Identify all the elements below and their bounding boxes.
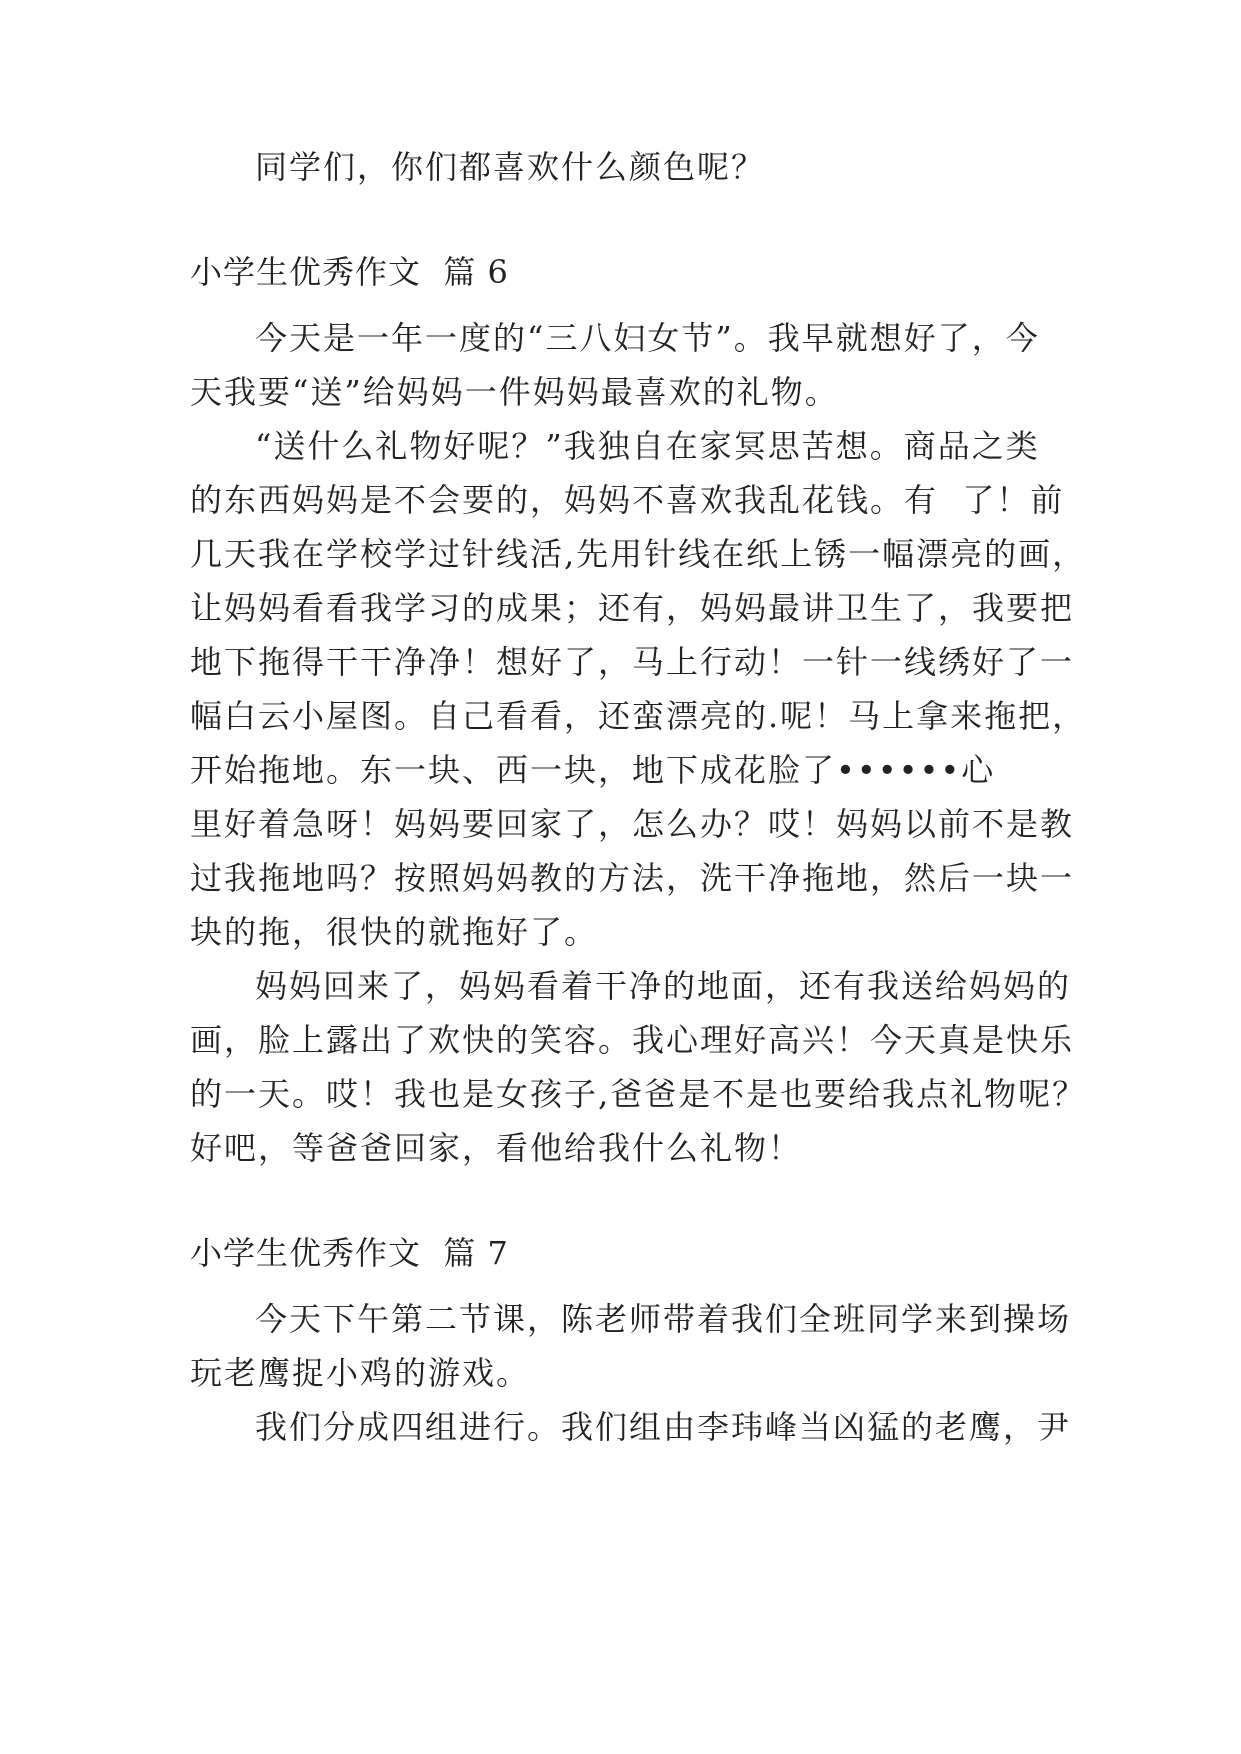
paragraph-line: 块的拖，很快的就拖好了。: [190, 913, 599, 951]
section-6-heading: 小学生优秀作文 篇 6: [190, 253, 509, 291]
paragraph-line: 画，脸上露出了欢快的笑容。我心理好高兴！今天真是快乐: [190, 1021, 1075, 1059]
paragraph-line: 幅白云小屋图。自己看看，还蛮漂亮的.呢！马上拿来拖把，: [190, 697, 1087, 735]
paragraph-line: 今天下午第二节课，陈老师带着我们全班同学来到操场: [255, 1300, 1072, 1338]
paragraph-line: 的东西妈妈是不会要的，妈妈不喜欢我乱花钱。有 了！前: [190, 481, 1065, 519]
paragraph-line: 玩老鹰捉小鸡的游戏。: [190, 1354, 531, 1392]
paragraph-line: 让妈妈看看我学习的成果；还有，妈妈最讲卫生了，我要把: [190, 589, 1075, 627]
paragraph-line: 妈妈回来了，妈妈看着干净的地面，还有我送给妈妈的: [255, 967, 1072, 1005]
paragraph-line: 天我要“送”给妈妈一件妈妈最喜欢的礼物。: [190, 373, 839, 411]
paragraph-line: 里好着急呀！妈妈要回家了，怎么办？哎！妈妈以前不是教: [190, 805, 1075, 843]
paragraph-line: 我们分成四组进行。我们组由李玮峰当凶猛的老鹰，尹: [255, 1408, 1072, 1446]
paragraph-line: 地下拖得干干净净！想好了，马上行动！一针一线绣好了一: [190, 643, 1075, 681]
paragraph-line: 好吧，等爸爸回家，看他给我什么礼物！: [190, 1129, 803, 1167]
paragraph-line: 几天我在学校学过针线活,先用针线在纸上锈一幅漂亮的画，: [190, 535, 1087, 573]
intro-paragraph-line: 同学们，你们都喜欢什么颜色呢？: [255, 148, 766, 186]
section-7-heading: 小学生优秀作文 篇 7: [190, 1234, 509, 1272]
paragraph-line: 开始拖地。东一块、西一块，地下成花脸了••••••心: [190, 751, 996, 789]
paragraph-line: 的一天。哎！我也是女孩子,爸爸是不是也要给我点礼物呢？: [190, 1075, 1087, 1113]
paragraph-line: “送什么礼物好呢？”我独自在家冥思苦想。商品之类: [255, 427, 1040, 465]
paragraph-line: 过我拖地吗？按照妈妈教的方法，洗干净拖地，然后一块一: [190, 859, 1075, 897]
paragraph-line: 今天是一年一度的“三八妇女节”。我早就想好了，今: [255, 319, 1040, 357]
